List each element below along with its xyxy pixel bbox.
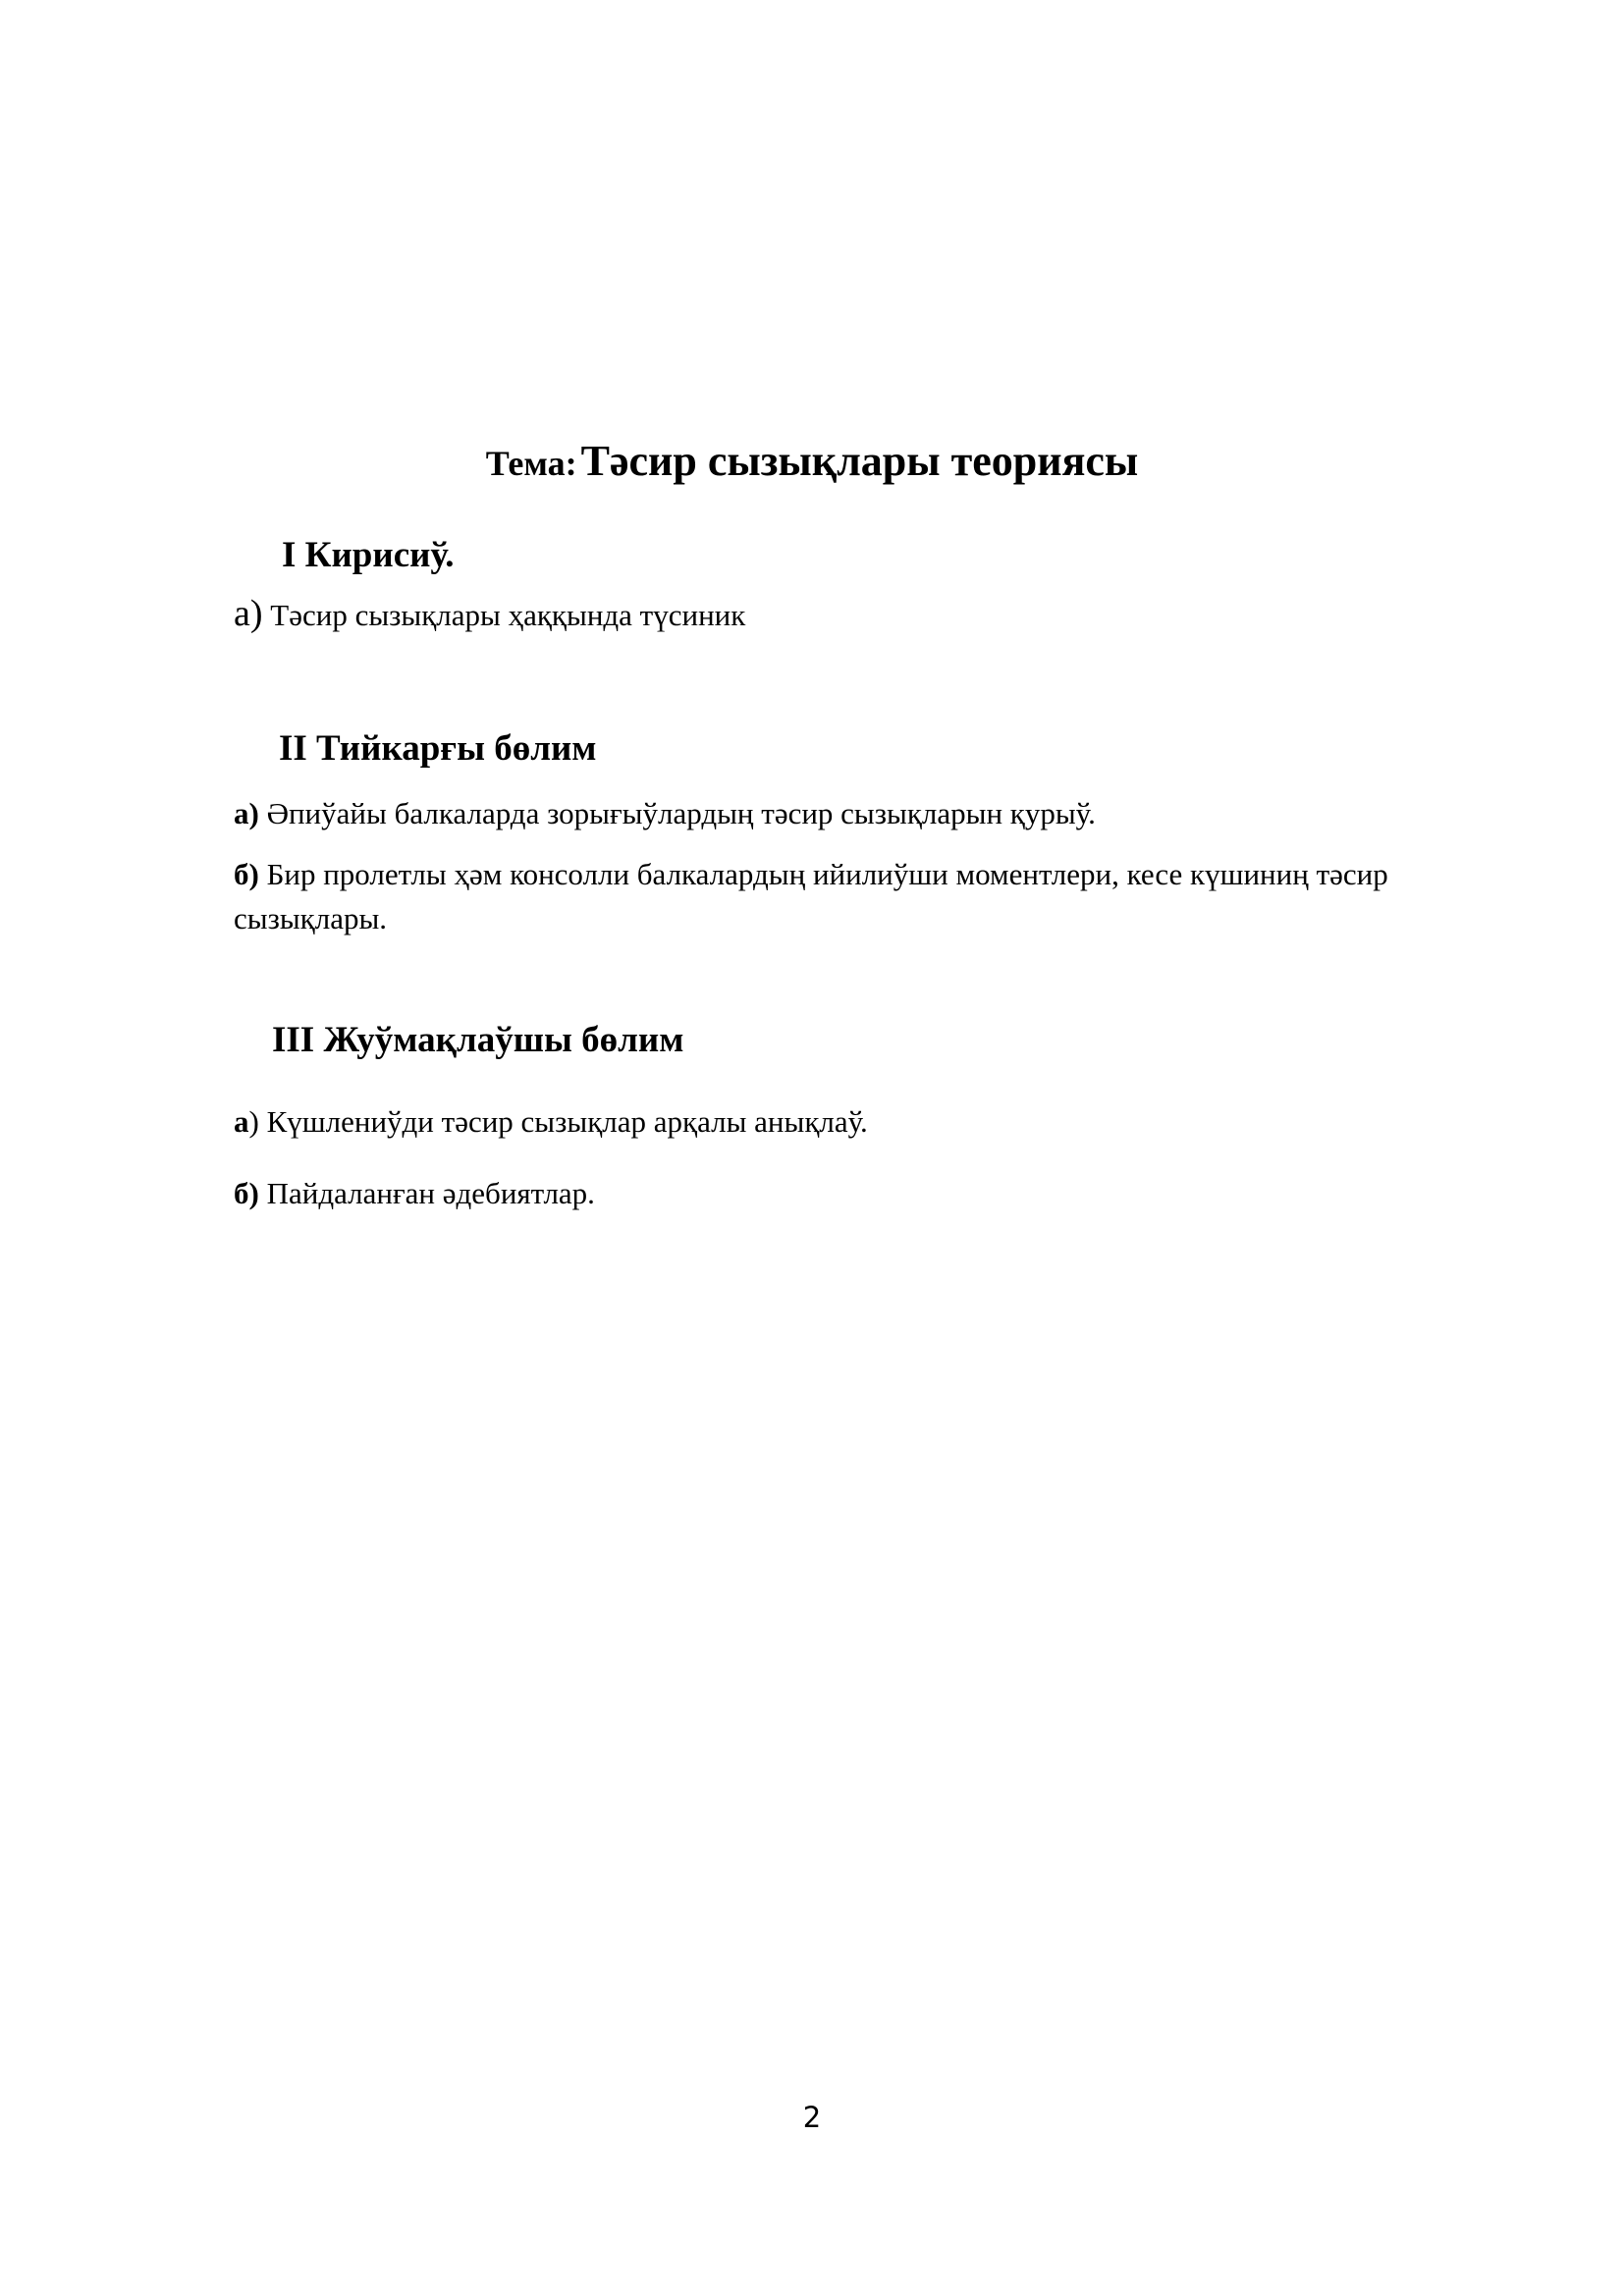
list-item	[234, 1171, 1510, 1215]
item-marker: а	[234, 1104, 249, 1139]
title-text: Тәсир сызықлары теориясы	[580, 437, 1139, 485]
item-marker: б)	[234, 857, 259, 891]
item-text: Пайдаланған әдебиятлар.	[266, 1176, 595, 1210]
section-heading-main-part: II Тийкарғы бөлим	[279, 728, 597, 769]
item-text: Күшлениўди тәсир сызықлар арқалы анықлаў.	[266, 1104, 868, 1139]
item-text: Тәсир сызықлары ҳаққында түсиник	[270, 598, 746, 632]
list-item	[234, 791, 1510, 835]
item-text: Бир пролетлы ҳәм консолли балкалардың ийилиўши моментлери, кесе күшиниң тәсир сызықлары.	[234, 857, 1388, 935]
list-item	[234, 1099, 1510, 1144]
list-item	[234, 852, 1510, 940]
title-prefix: Тема:	[485, 444, 577, 483]
document-title	[0, 437, 1624, 485]
item-text: Әпиўайы балкаларда зорығыўлардың тәсир сызықларын қурыў.	[266, 796, 1096, 830]
item-marker: б)	[234, 1176, 259, 1210]
section-heading-conclusion: III Жуўмақлаўшы бөлим	[272, 1020, 684, 1060]
item-marker-paren: )	[248, 1104, 259, 1139]
section-heading-introduction: I Кирисиў.	[282, 535, 455, 575]
list-item	[234, 592, 1510, 637]
item-marker: а)	[234, 593, 263, 634]
page-number: 2	[802, 2101, 822, 2134]
item-marker: а)	[234, 796, 259, 830]
